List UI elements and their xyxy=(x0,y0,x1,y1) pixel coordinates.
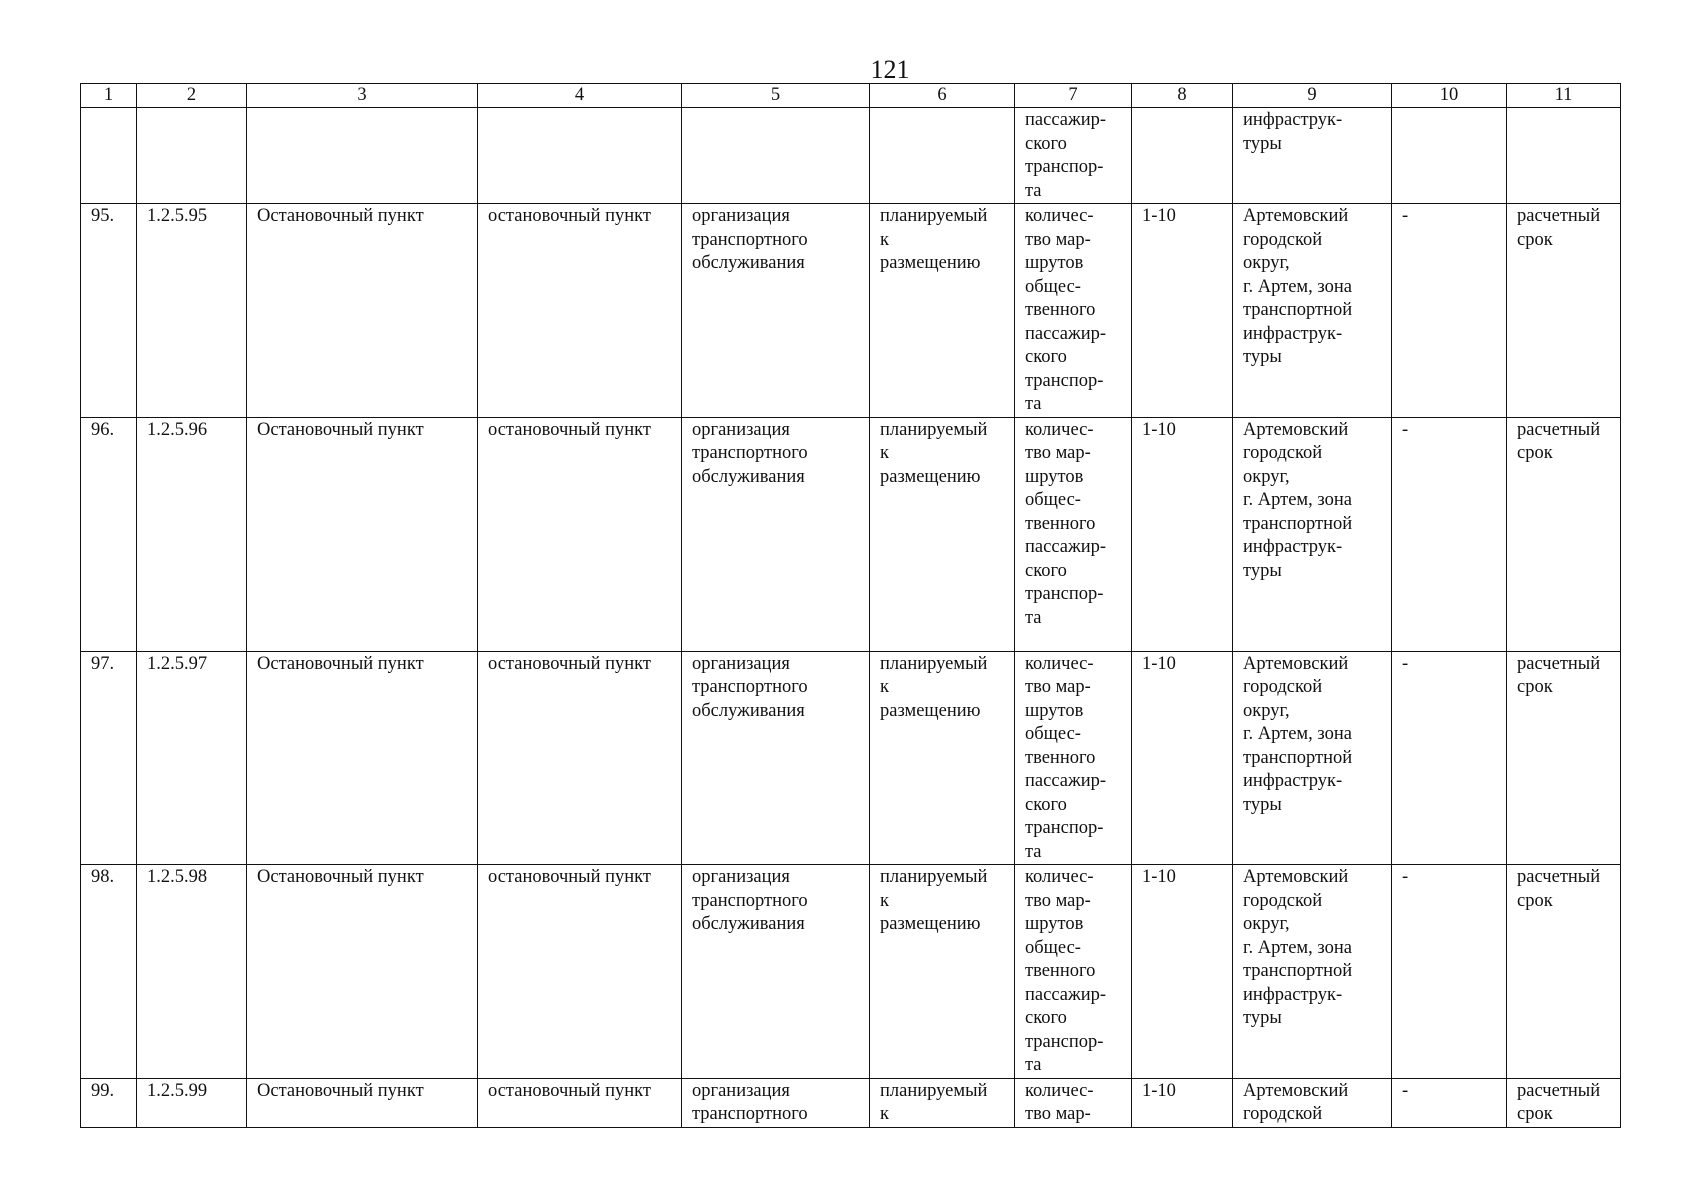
object-code: 1.2.5.97 xyxy=(137,651,247,865)
characteristic-cell: количес- тво мар- шрутов общес- твенного пассажир- ского транспор- та xyxy=(1015,204,1132,418)
col10-cell: - xyxy=(1392,204,1507,418)
location-cell: Артемовский городской округ, г. Артем, зона транспортной инфраструк- туры xyxy=(1233,865,1392,1079)
location-cell: Артемовский городской округ, г. Артем, зона транспортной инфраструк- туры xyxy=(1233,651,1392,865)
characteristic-value: 1-10 xyxy=(1132,204,1233,418)
column-header: 1 xyxy=(81,84,137,108)
characteristic-value: 1-10 xyxy=(1132,865,1233,1079)
characteristic-cell: количес- тво мар- шрутов общес- твенного пассажир- ского транспор- та xyxy=(1015,865,1132,1079)
object-status: планируемый к размещению xyxy=(870,417,1015,651)
object-name: Остановочный пункт xyxy=(247,865,478,1079)
row-number: 98. xyxy=(81,865,137,1079)
object-status: планируемый к xyxy=(870,1078,1015,1127)
column-header: 4 xyxy=(478,84,682,108)
row-number: 96. xyxy=(81,417,137,651)
table-row xyxy=(81,1078,1621,1127)
row-number: 97. xyxy=(81,651,137,865)
object-code: 1.2.5.95 xyxy=(137,204,247,418)
col10-cell: - xyxy=(1392,417,1507,651)
object-name: Остановочный пункт xyxy=(247,417,478,651)
characteristic-value: 1-10 xyxy=(1132,417,1233,651)
object-type: остановочный пункт xyxy=(478,417,682,651)
col10-cell: - xyxy=(1392,651,1507,865)
column-header: 11 xyxy=(1507,84,1621,108)
object-type: остановочный пункт xyxy=(478,1078,682,1127)
object-code: 1.2.5.99 xyxy=(137,1078,247,1127)
term-cell: расчетный срок xyxy=(1507,1078,1621,1127)
col10-cell: - xyxy=(1392,1078,1507,1127)
object-name: Остановочный пункт xyxy=(247,204,478,418)
column-header: 7 xyxy=(1015,84,1132,108)
characteristic-value: 1-10 xyxy=(1132,651,1233,865)
location-cell: инфраструк- туры xyxy=(1233,108,1392,204)
page-number: 121 xyxy=(870,55,910,84)
objects-table xyxy=(80,83,1621,1128)
object-status: планируемый к размещению xyxy=(870,204,1015,418)
term-cell: расчетный срок xyxy=(1507,204,1621,418)
term-cell: расчетный срок xyxy=(1507,865,1621,1079)
object-type: остановочный пункт xyxy=(478,865,682,1079)
object-purpose: организация транспортного обслуживания xyxy=(682,865,870,1079)
column-header: 5 xyxy=(682,84,870,108)
col10-cell: - xyxy=(1392,865,1507,1079)
column-number-row xyxy=(81,84,1621,108)
location-cell: Артемовский городской округ, г. Артем, зона транспортной инфраструк- туры xyxy=(1233,417,1392,651)
column-header: 6 xyxy=(870,84,1015,108)
characteristic-cell: количес- тво мар- xyxy=(1015,1078,1132,1127)
term-cell: расчетный срок xyxy=(1507,417,1621,651)
column-header: 3 xyxy=(247,84,478,108)
location-cell: Артемовский городской округ, г. Артем, зона транспортной инфраструк- туры xyxy=(1233,204,1392,418)
term-cell: расчетный срок xyxy=(1507,651,1621,865)
table-row xyxy=(81,865,1621,1079)
object-code: 1.2.5.96 xyxy=(137,417,247,651)
object-purpose: организация транспортного обслуживания xyxy=(682,651,870,865)
table-row xyxy=(81,204,1621,418)
characteristic-cell: количес- тво мар- шрутов общес- твенного пассажир- ского транспор- та xyxy=(1015,417,1132,651)
object-type: остановочный пункт xyxy=(478,204,682,418)
object-status: планируемый к размещению xyxy=(870,651,1015,865)
object-name: Остановочный пункт xyxy=(247,651,478,865)
column-header: 8 xyxy=(1132,84,1233,108)
object-type: остановочный пункт xyxy=(478,651,682,865)
row-number: 95. xyxy=(81,204,137,418)
characteristic-cell: пассажир- ского транспор- та xyxy=(1015,108,1132,204)
location-cell: Артемовский городской xyxy=(1233,1078,1392,1127)
object-purpose: организация транспортного обслуживания xyxy=(682,204,870,418)
object-code: 1.2.5.98 xyxy=(137,865,247,1079)
object-purpose: организация транспортного обслуживания xyxy=(682,417,870,651)
row-number: 99. xyxy=(81,1078,137,1127)
object-status: планируемый к размещению xyxy=(870,865,1015,1079)
characteristic-cell: количес- тво мар- шрутов общес- твенного пассажир- ского транспор- та xyxy=(1015,651,1132,865)
table-row xyxy=(81,651,1621,865)
object-name: Остановочный пункт xyxy=(247,1078,478,1127)
object-purpose: организация транспортного xyxy=(682,1078,870,1127)
column-header: 2 xyxy=(137,84,247,108)
column-header: 9 xyxy=(1233,84,1392,108)
column-header: 10 xyxy=(1392,84,1507,108)
table-row xyxy=(81,417,1621,651)
continuation-row xyxy=(81,108,1621,204)
characteristic-value: 1-10 xyxy=(1132,1078,1233,1127)
